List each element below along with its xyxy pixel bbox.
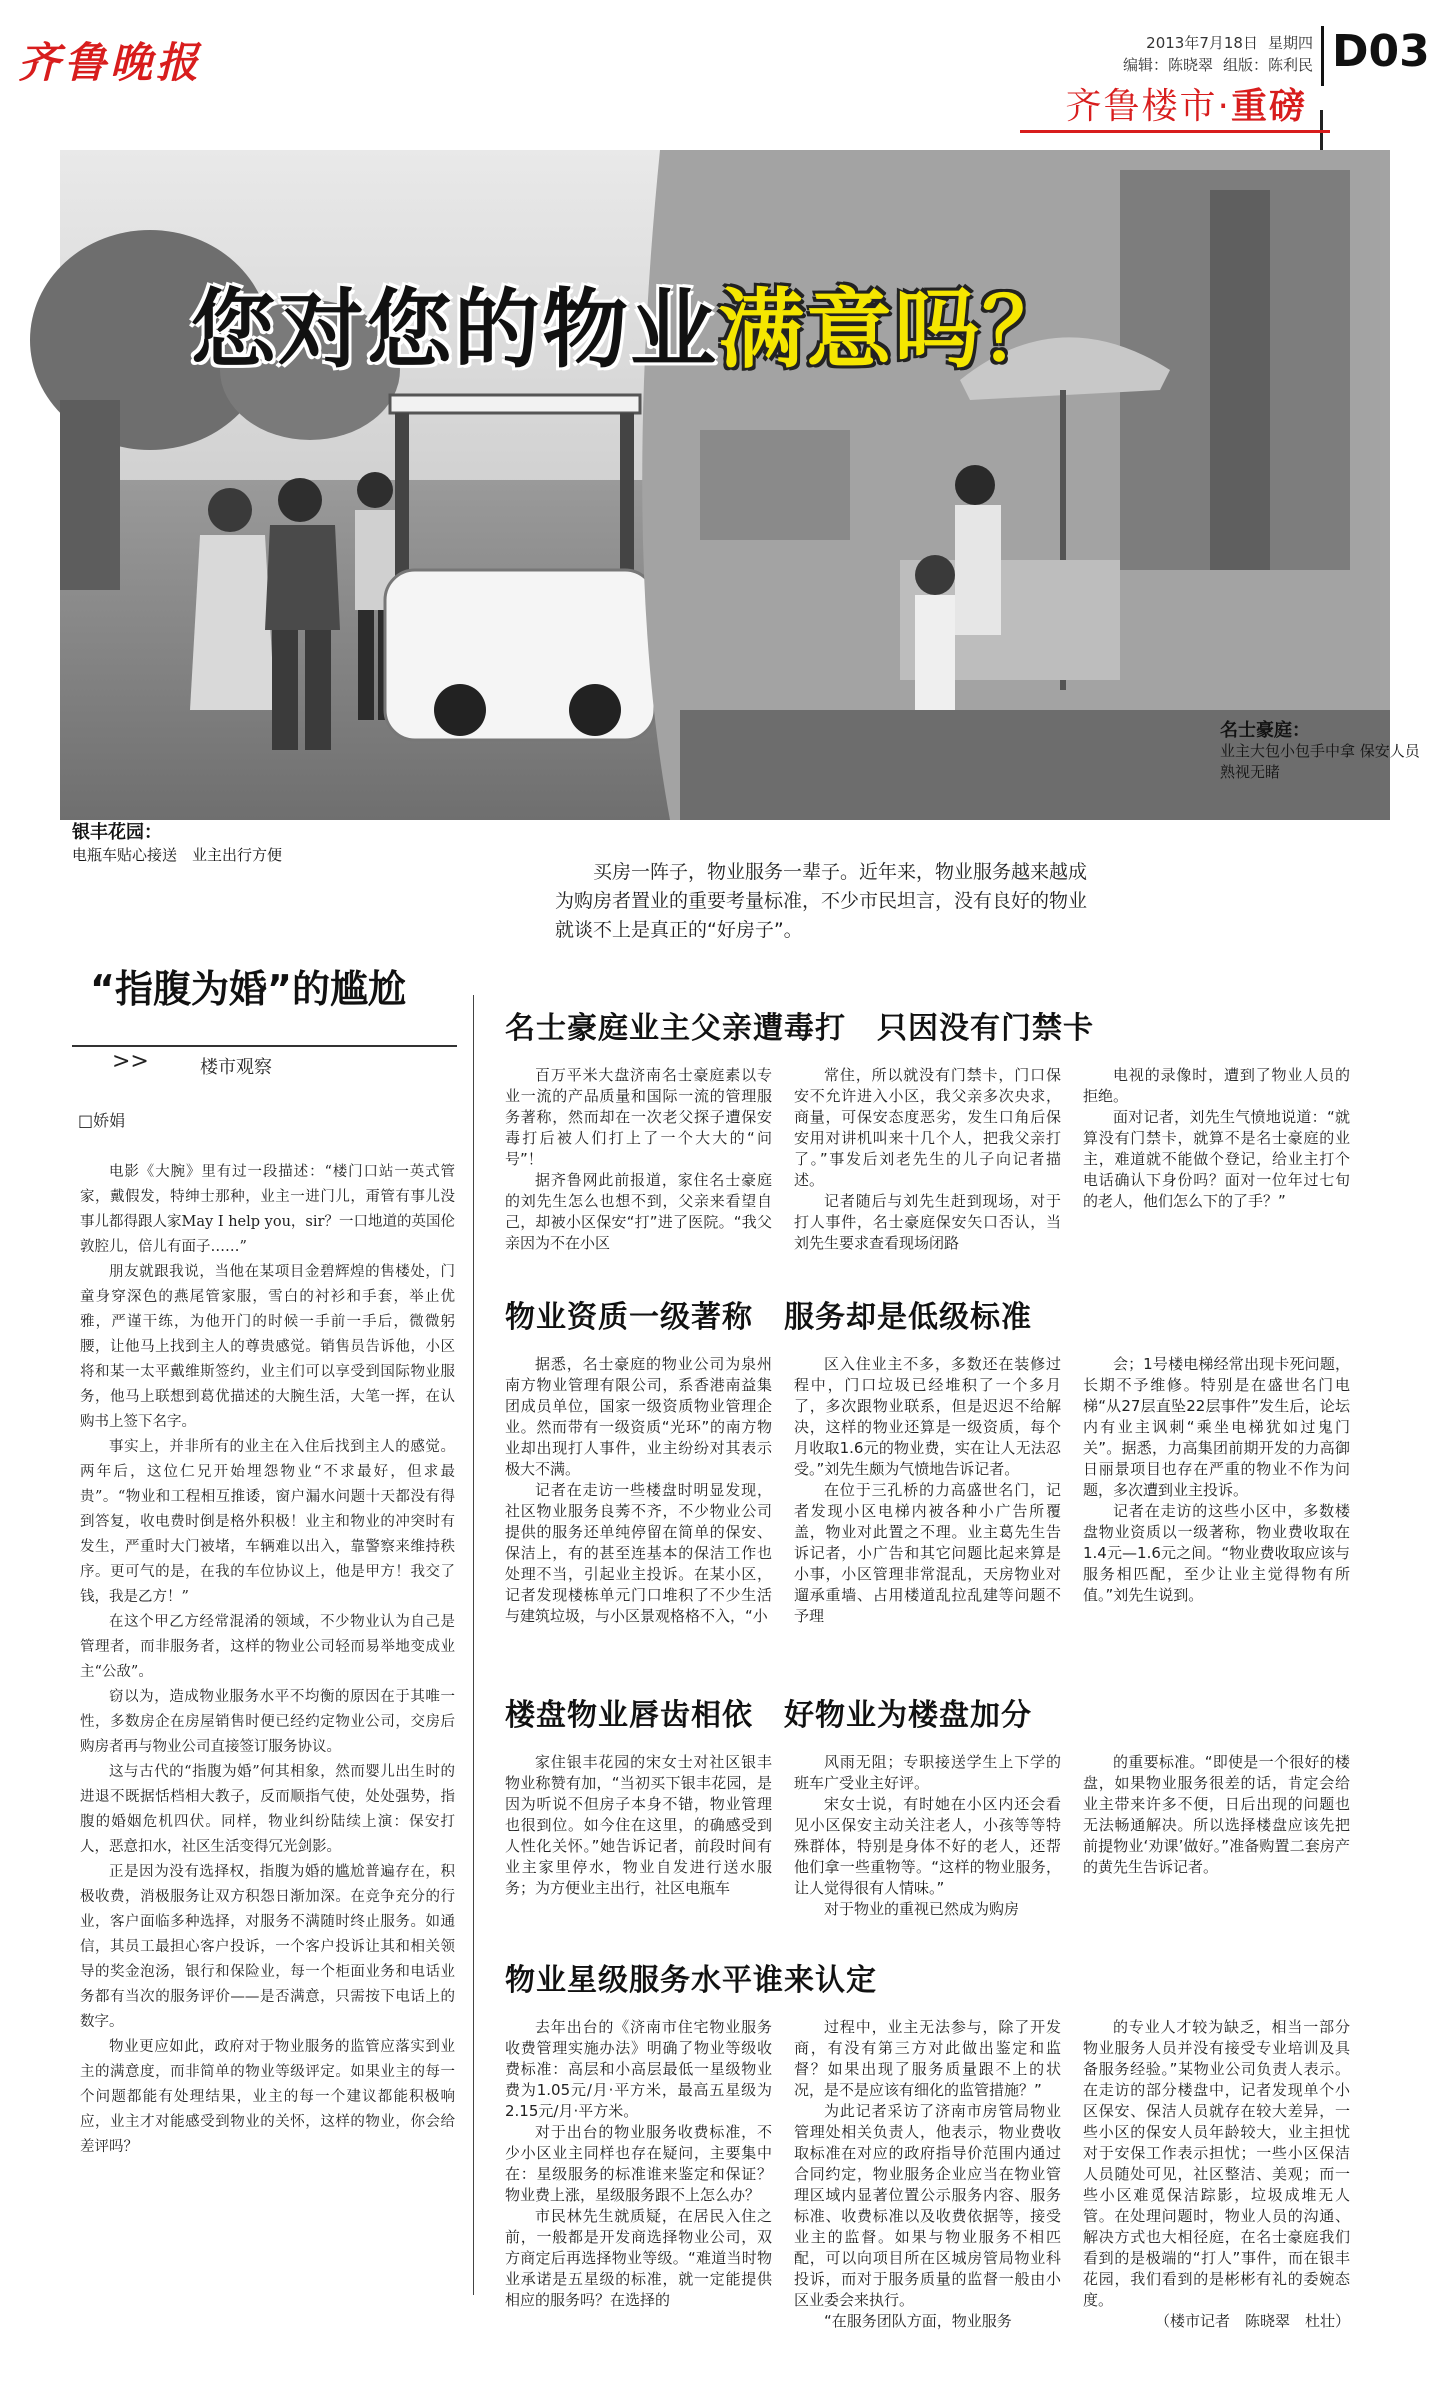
commentary-paragraph: 事实上，并非所有的业主在入住后找到主人的感觉。两年后，这位仁兄开始埋怨物业“不求最好，但求最贵”。“物业和工程相互推诿，窗户漏水问题十天都没有得到答复，收电费时倒是格外积极！业主和物业的冲突时有发生，严重时大门被堵，车辆难以出入，靠警察来维持秩序。更可气的是，在我的车位协议上，他是甲方！我交了钱，我是乙方！” — [80, 1439, 455, 1605]
column-divider — [473, 995, 474, 2295]
reporter-byline: （楼市记者 陈晓翠 杜壮） — [1154, 2312, 1350, 2330]
issue-date: 2013年7月18日 — [1146, 34, 1258, 52]
commentary-author: □娇娟 — [78, 1111, 126, 1130]
article-headline: 物业星级服务水平谁来认定 — [505, 1963, 877, 1998]
column-tag — [72, 1045, 457, 1079]
article-qualification — [505, 1292, 1350, 1627]
designer-credit: 组版：陈利民 — [1222, 56, 1313, 74]
article-paragraph: 宋女士说，有时她在小区内还会看见小区保安主动关注老人，小孩等等特殊群体，特别是身体不好的老人，还帮他们拿一些重物等。“这样的物业服务，让人觉得很有人情味。” — [794, 1795, 1061, 1897]
article-paragraph: 过程中，业主无法参与，除了开发商，有没有第三方对此做出鉴定和监督？如果出现了服务质量跟不上的状况，是不是应该有细化的监管措施？” — [794, 2018, 1061, 2099]
section-rule — [1020, 130, 1330, 133]
article-paragraph: “在服务团队方面，物业服务 — [824, 2312, 1012, 2330]
article-column — [505, 1354, 772, 1627]
article-headline: 楼盘物业唇齿相依 好物业为楼盘加分 — [505, 1698, 1032, 1733]
caption-mingshi — [1220, 720, 1420, 783]
article-column — [505, 1752, 772, 1920]
article-paragraph: 的重要标准。“即使是一个很好的楼盘，如果物业服务很差的话，肯定会给业主带来许多不便，日后出现的问题也无法畅通解决。所以选择楼盘应该先把前提物业‘劝课’做好。”准备购置二套房产的黄先生告诉记者。 — [1083, 1753, 1350, 1876]
article-paragraph: 区入住业主不多，多数还在装修过程中，门口垃圾已经堆积了一个多月了，多次跟物业联系，但是迟迟不给解决，这样的物业还算是一级资质，每个月收取1.6元的物业费，实在让人无法忍受。”刘先生颇为气愤地告诉记者。 — [794, 1355, 1061, 1478]
article-column — [794, 1752, 1061, 1920]
caption-yinfeng-title: 银丰花园： — [72, 822, 162, 843]
article-paragraph: 对于出台的物业服务收费标准，不少小区业主同样也存在疑问，主要集中在：星级服务的标准谁来鉴定和保证？物业费上涨，星级服务跟不上怎么办？ — [505, 2123, 772, 2204]
article-paragraph: 的专业人才较为缺乏，相当一部分物业服务人员并没有接受专业培训及具备服务经验。”某物业公司负责人表示。在走访的部分楼盘中，记者发现单个小区保安、保洁人员就存在较大差异，一些小区的保安人员年龄较大，业主担忧对于安保工作表示担忧；一些小区保洁人员随处可见，社区整洁、美观；而一些小区难觅保洁踪影，垃圾成堆无人管。在处理问题时，物业人员的沟通、解决方式也大相径庭，在名士豪庭我们看到的是极端的“打人”事件，而在银丰花园，我们看到的是彬彬有礼的委婉态度。 — [1083, 2018, 1350, 2309]
commentary-paragraph: 电影《大腕》里有过一段描述：“楼门口站一英式管家，戴假发，特绅士那种，业主一进门儿，甭管有事儿没事儿都得跟人家May I help you，sir？一口地道的英国伦敦腔儿，倍儿有面子……” — [80, 1164, 455, 1255]
dateline — [1113, 32, 1313, 76]
page-number: D03 — [1321, 26, 1403, 86]
article-headline: 名士豪庭业主父亲遭毒打 只因没有门禁卡 — [505, 1011, 1094, 1046]
article-star-rating — [505, 1955, 1350, 2332]
article-good-property-management — [505, 1690, 1350, 1920]
article-paragraph: 面对记者，刘先生气愤地说道：“就算没有门禁卡，就算不是名士豪庭的业主，难道就不能做个登记，给业主打个电话确认下身份吗？面对一位年过七旬的老人，他们怎么下的了手？” — [1083, 1108, 1350, 1210]
article-paragraph: 市民林先生就质疑，在居民入住之前，一般都是开发商选择物业公司，双方商定后再选择物业等级。“难道当时物业承诺是五星级的标准，就一定能提供相应的服务吗？在选择的 — [505, 2207, 772, 2309]
lead-paragraph: 买房一阵子，物业服务一辈子。近年来，物业服务越来越成为购房者置业的重要考量标准，不少市民坦言，没有良好的物业就谈不上是真正的“好房子”。 — [555, 861, 1088, 941]
commentary-paragraph: 窃以为，造成物业服务水平不均衡的原因在于其唯一性，多数房企在房屋销售时便已经约定物业公司，交房后购房者再与物业公司直接签订服务协议。 — [80, 1689, 455, 1755]
commentary-paragraph: 在这个甲乙方经常混淆的领域，不少物业认为自己是管理者，而非服务者，这样的物业公司轻而易举地变成业主“公敌”。 — [80, 1614, 455, 1680]
article-paragraph: 电视的录像时，遭到了物业人员的拒绝。 — [1083, 1066, 1350, 1105]
issue-weekday: 星期四 — [1267, 34, 1313, 52]
article-paragraph: 百万平米大盘济南名士豪庭素以专业一流的产品质量和国际一流的管理服务著称，然而却在一次老父探子遭保安毒打后被人们打上了一个大大的“问号”！ — [505, 1066, 772, 1168]
hero-headline-part1: 您对您的物业 — [190, 280, 718, 380]
section-title — [1066, 78, 1307, 129]
article-column — [1083, 1752, 1350, 1920]
commentary-paragraph: 正是因为没有选择权，指腹为婚的尴尬普遍存在，积极收费，消极服务让双方积怨日渐加深。在竞争充分的行业，客户面临多种选择，对服务不满随时终止服务。如通信，其员工最担心客户投诉，一个客户投诉让其和相关领导的奖金泡汤，银行和保险业，每一个柜面业务和电话业务都有当次的服务评价——是否满意，只需按下电话上的数字。 — [80, 1864, 455, 2030]
article-column — [1083, 2017, 1350, 2332]
commentary-paragraph: 物业更应如此，政府对于物业服务的监管应落实到业主的满意度，而非简单的物业等级评定。如果业主的每一个问题都能有处理结果，业主的每一个建议都能积极响应，业主才对能感受到物业的关怀，这样的物业，你会给差评吗？ — [80, 2039, 455, 2155]
article-paragraph: 为此记者采访了济南市房管局物业管理处相关负责人，他表示，物业费收取标准在对应的政府指导价范围内通过合同约定，物业服务企业应当在物业管理区域内显著位置公示服务内容、服务标准、收费标准以及收费依据等，接受业主的监督。如果与物业服务不相匹配，可以向项目所在区城房管局物业科投诉，而对于服务质量的监督一般由小区业委会来执行。 — [794, 2102, 1061, 2309]
article-paragraph: 记者随后与刘先生赶到现场，对于打人事件，名士豪庭保安矢口否认，当刘先生要求查看现场闭路 — [794, 1192, 1061, 1252]
column-tag-label: 楼市观察 — [200, 1057, 272, 1078]
caption-yinfeng — [72, 822, 282, 866]
hero-photo — [60, 150, 1390, 820]
article-paragraph: 据悉，名士豪庭的物业公司为泉州南方物业管理有限公司，系香港南益集团成员单位，国家一级资质物业管理企业。然而带有一级资质“光环”的南方物业却出现打人事件，业主纷纷对其表示极大不满。 — [505, 1355, 772, 1478]
photo-illustration — [60, 150, 1390, 820]
article-column — [1083, 1065, 1350, 1254]
commentary-title: “指腹为婚”的尴尬 — [90, 967, 406, 1011]
article-paragraph: 去年出台的《济南市住宅物业服务收费管理实施办法》明确了物业等级收费标准：高层和小高层最低一星级物业费为1.05元/月·平方米，最高五星级为2.15元/月·平方米。 — [505, 2018, 772, 2120]
caption-yinfeng-text: 电瓶车贴心接送 业主出行方便 — [72, 846, 283, 864]
section-title-plain: 齐鲁楼市· — [1065, 86, 1231, 127]
caption-mingshi-text: 业主大包小包手中拿 保安人员熟视无睹 — [1220, 742, 1420, 781]
commentary-paragraph: 这与古代的“指腹为婚”何其相象，然而婴儿出生时的进退不既据恬档相大教子，反而顺指气使，处处强势，指腹的婚姻危机四伏。同样，物业纠纷陆续上演：保安打人，恶意扣水，社区生活变得冗光剑影。 — [80, 1764, 455, 1855]
commentary-paragraph: 朋友就跟我说，当他在某项目金碧辉煌的售楼处，门童身穿深色的燕尾管家服，雪白的衬衫和手套，举止优雅，严谨干练，为他开门的时候一手前一手后，微微躬腰，让他马上找到主人的尊贵感觉。销售员告诉他，小区将和某一太平戴维斯签约，业主们可以享受到国际物业服务，他马上联想到葛优描述的大腕生活，大笔一挥，在认购书上签下名字。 — [80, 1264, 455, 1430]
article-column — [505, 1065, 772, 1254]
article-paragraph: 家住银丰花园的宋女士对社区银丰物业称赞有加，“当初买下银丰花园，是因为听说不但房子本身不错，物业管理也很到位。如今住在这里，的确感受到人性化关怀。”她告诉记者，前段时间有业主家里停水，物业自发进行送水服务；为方便业主出行，社区电瓶车 — [505, 1753, 772, 1897]
article-headline: 物业资质一级著称 服务却是低级标准 — [505, 1300, 1032, 1335]
article-column — [505, 2017, 772, 2332]
article-paragraph: 会；1号楼电梯经常出现卡死问题，长期不予维修。特别是在盛世名门电梯“从27层直坠22层事件”发生后，论坛内有业主讽刺“乘坐电梯犹如过鬼门关”。据悉，力高集团前期开发的力高御日丽景项目也存在严重的物业不作为问题，多次遭到业主投诉。 — [1083, 1355, 1350, 1499]
article-column — [1083, 1354, 1350, 1627]
article-paragraph: 记者在走访的这些小区中，多数楼盘物业资质以一级著称，物业费收取在1.4元—1.6元之间。“物业费收取应该与服务相匹配，至少让业主觉得物有所值。”刘先生说到。 — [1083, 1502, 1350, 1604]
arrow-icon: >> — [112, 1049, 149, 1074]
article-paragraph: 常住，所以就没有门禁卡，门口保安不允许进入小区，我父亲多次央求，商量，可保安态度恶劣，发生口角后保安用对讲机叫来十几个人，把我父亲打了。”事发后刘老先生的儿子向记者描述。 — [794, 1066, 1061, 1189]
article-paragraph: 对于物业的重视已然成为购房 — [824, 1900, 1020, 1918]
editor-credit: 编辑：陈晓翠 — [1122, 56, 1213, 74]
caption-mingshi-title: 名士豪庭： — [1220, 720, 1310, 741]
article-paragraph: 风雨无阻；专职接送学生上下学的班车广受业主好评。 — [794, 1753, 1061, 1792]
commentary-body — [80, 1160, 455, 2160]
article-paragraph: 据齐鲁网此前报道，家住名士豪庭的刘先生怎么也想不到，父亲来看望自己，却被小区保安“打”进了医院。“我父亲因为不在小区 — [505, 1171, 772, 1252]
article-mingshi-beating — [505, 1003, 1350, 1254]
article-paragraph: 记者在走访一些楼盘时明显发现，社区物业服务良莠不齐，不少物业公司提供的服务还单纯停留在简单的保安、保洁上，有的甚至连基本的保洁工作也处理不当，引起业主投诉。在某小区，记者发现楼栋单元门口堆积了不少生活与建筑垃圾，与小区景观格格不入，“小 — [505, 1481, 772, 1625]
article-column — [794, 1065, 1061, 1254]
newspaper-logo: 齐鲁晚报 — [18, 38, 203, 87]
article-column — [794, 1354, 1061, 1627]
masthead — [0, 0, 1430, 140]
section-title-bold: 重磅 — [1230, 86, 1307, 127]
article-paragraph: 在位于三孔桥的力高盛世名门，记者发现小区电梯内被各种小广告所覆盖，物业对此置之不理。业主葛先生告诉记者，小广告和其它问题比起来算是小事，小区管理非常混乱，天房物业对遛承重墙、占用楼道乱拉乱建等问题不予理 — [794, 1481, 1061, 1625]
article-column — [794, 2017, 1061, 2332]
hero-headline-highlight: 满意吗？ — [718, 280, 1070, 380]
hero-headline — [190, 260, 1070, 384]
